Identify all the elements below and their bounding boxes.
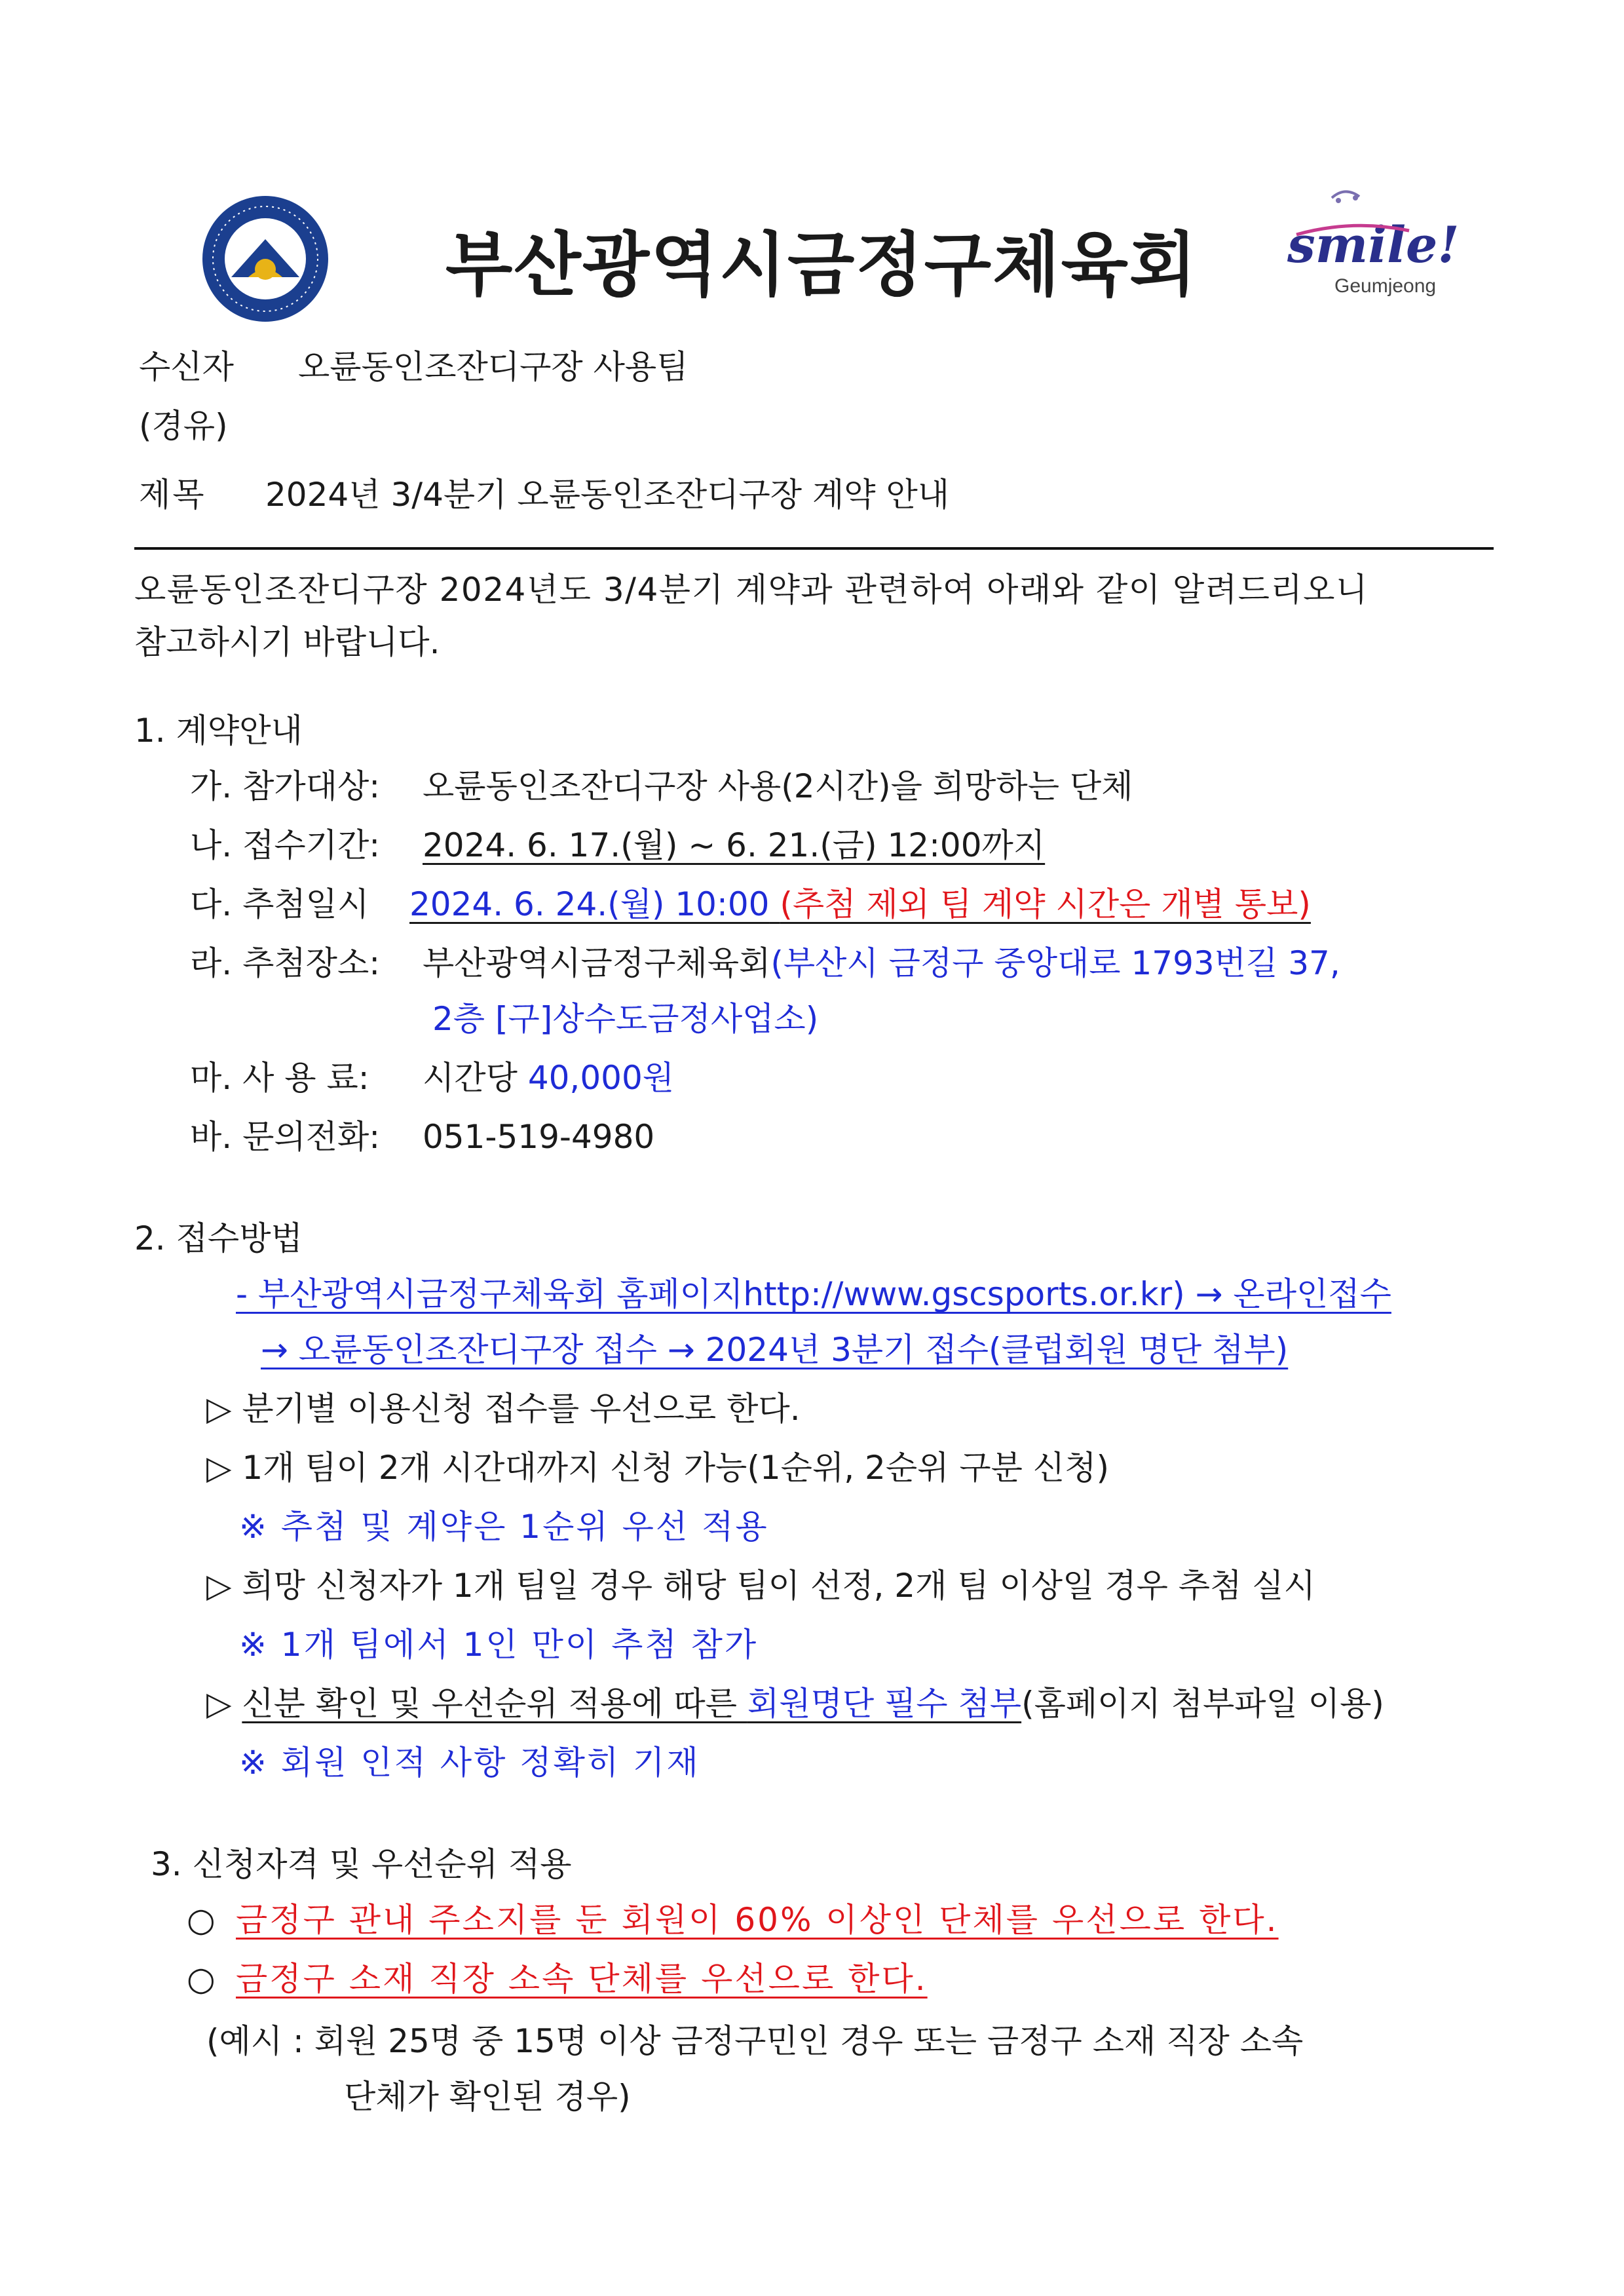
draw-place: 부산광역시금정구체육회 <box>423 944 771 982</box>
draw-datetime: 2024. 6. 24.(월) 10:00 <box>409 885 770 923</box>
contact-phone: 051-519-4980 <box>423 1118 655 1156</box>
item-ra-row <box>423 944 1340 983</box>
item-ba-label: 바. 문의전화: <box>190 1118 381 1156</box>
draw-note: (추첨 제외 팀 계약 시간은 개별 통보) <box>780 885 1311 923</box>
header-divider <box>134 547 1494 550</box>
item-ga-label: 가. 참가대상: <box>190 767 381 805</box>
left-logo <box>200 193 331 324</box>
section3-heading: 3. 신청자격 및 우선순위 적용 <box>151 1845 572 1883</box>
section2-heading: 2. 접수방법 <box>134 1219 303 1257</box>
draw-address-1: (부산시 금정구 중앙대로 1793번길 37, <box>770 944 1340 982</box>
criterion-1: 금정구 관내 주소지를 둔 회원이 60% 이상인 단체를 우선으로 한다. <box>236 1901 1279 1939</box>
bullet-4-tail: (홈페이지 첨부파일 이용) <box>1021 1685 1384 1723</box>
note-2: ※ 추첨 및 계약은 1순위 우선 적용 <box>239 1508 769 1546</box>
example-line-1: (예시 : 회원 25명 중 15명 이상 금정구민인 경우 또는 금정구 소재 직장 소속 <box>206 2022 1304 2060</box>
item-na-value: 2024. 6. 17.(월) ~ 6. 21.(금) 12:00까지 <box>423 826 1046 864</box>
intro-line-2: 참고하시기 바랍니다. <box>134 623 440 661</box>
circle-marker-2: ○ <box>187 1960 216 1998</box>
bullet-1: ▷ 분기별 이용신청 접수를 우선으로 한다. <box>206 1390 801 1428</box>
item-ma-row <box>423 1058 674 1098</box>
intro-line-1: 오륜동인조잔디구장 2024년도 3/4분기 계약과 관련하여 아래와 같이 알려드리오니 <box>134 571 1369 609</box>
right-logo <box>1281 183 1460 321</box>
via-label: (경유) <box>139 407 228 445</box>
svg-text:Geumjeong: Geumjeong <box>1334 275 1437 297</box>
bullet-2: ▷ 1개 팀이 2개 시간대까지 신청 가능(1순위, 2순위 구분 신청) <box>206 1449 1109 1487</box>
smile-geumjeong-logo-icon <box>1281 183 1460 321</box>
subject-label: 제목 <box>139 476 206 514</box>
circle-marker-1: ○ <box>187 1901 216 1939</box>
note-4: ※ 회원 인적 사항 정확히 기재 <box>239 1744 700 1782</box>
bullet-4-main <box>242 1685 1021 1723</box>
fee-unit: 시간당 <box>423 1059 518 1097</box>
item-ra-label: 라. 추첨장소: <box>190 944 381 982</box>
homepage-link-line-1[interactable]: - 부산광역시금정구체육회 홈페이지http://www.gscsports.or.kr) → 온라인접수 <box>236 1275 1391 1313</box>
homepage-link-line-2[interactable]: → 오륜동인조잔디구장 접수 → 2024년 3분기 접수(클럽회원 명단 첨부) <box>261 1331 1289 1369</box>
fee-price: 40,000원 <box>527 1059 675 1097</box>
criterion-2: 금정구 소재 직장 소속 단체를 우선으로 한다. <box>236 1960 928 1998</box>
draw-address-2: 2층 [구]상수도금정사업소) <box>432 1000 819 1038</box>
item-ga-value: 오륜동인조잔디구장 사용(2시간)을 희망하는 단체 <box>423 767 1133 805</box>
item-na-label: 나. 접수기간: <box>190 826 381 864</box>
item-da-row <box>409 885 1311 924</box>
example-line-2: 단체가 확인된 경우) <box>344 2078 631 2116</box>
subject-value: 2024년 3/4분기 오륜동인조잔디구장 계약 안내 <box>265 476 950 514</box>
recipient-value: 오륜동인조잔디구장 사용팀 <box>298 348 689 386</box>
svg-text:smile!: smile! <box>1287 216 1460 274</box>
section1-heading: 1. 계약안내 <box>134 712 303 750</box>
bullet-4 <box>206 1684 1384 1723</box>
item-ma-label: 마. 사 용 료: <box>190 1059 369 1097</box>
page-title: 부산광역시금정구체육회 <box>445 225 1198 305</box>
bullet-3: ▷ 희망 신청자가 1개 팀일 경우 해당 팀이 선정, 2개 팀 이상일 경우 추첨 실시 <box>206 1567 1315 1605</box>
item-da-label: 다. 추첨일시 <box>190 885 369 923</box>
bullet-4-required: 회원명단 필수 첨부 <box>747 1685 1022 1723</box>
sports-council-emblem-icon <box>200 193 331 324</box>
bullet-4-marker: ▷ <box>206 1685 242 1723</box>
note-3: ※ 1개 팀에서 1인 만이 추첨 참가 <box>239 1626 759 1664</box>
recipient-label: 수신자 <box>139 348 234 386</box>
bullet-4-text: 신분 확인 및 우선순위 적용에 따른 <box>242 1685 747 1723</box>
